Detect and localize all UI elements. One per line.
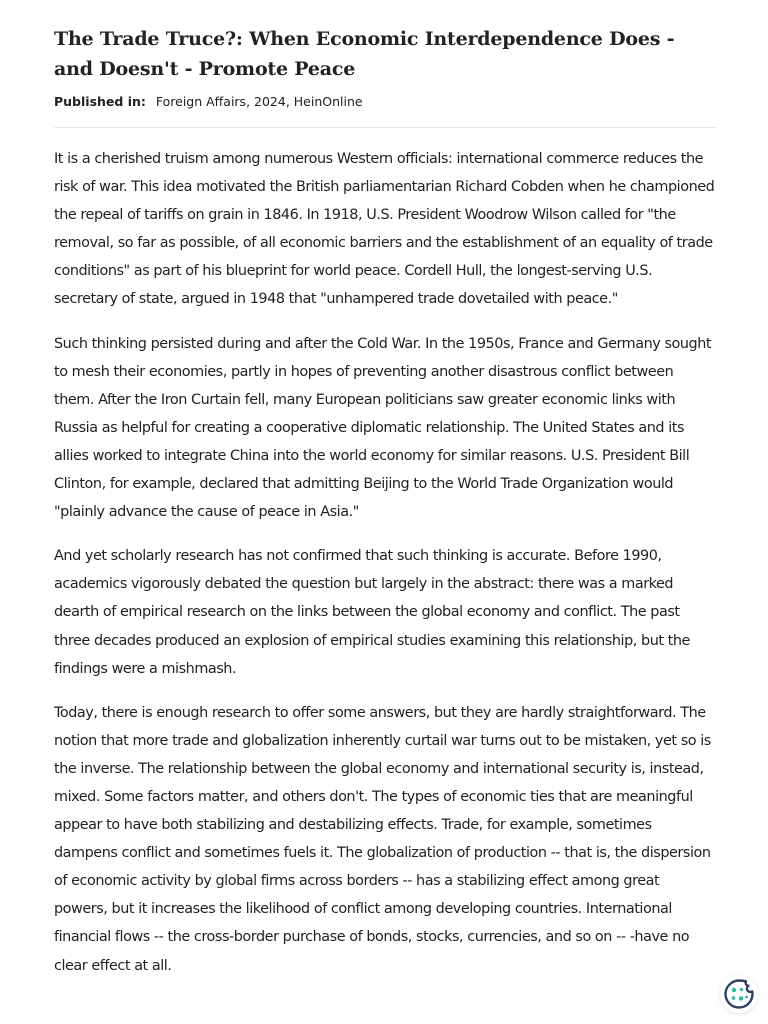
cookie-icon <box>722 977 756 1011</box>
published-label: Published in: <box>54 94 146 109</box>
cookie-settings-button[interactable] <box>720 975 758 1013</box>
paragraph: It is a cherished truism among numerous Western officials: international commerce reduces the risk of war. This idea motivated the British parliamentarian Richard Cobden when he championed the repeal of tariffs on grain in 1846. In 1918, U.S. President Woodrow Wilson called for "the removal, so far as possible, of all economic barriers and the establishment of an equality of trade conditions" as part of his blueprint for world peace. Cordell Hull, the longest-serving U.S. secretary of state, argued in 1948 that "unhampered trade dovetailed with peace." <box>54 151 715 308</box>
article-body <box>54 145 716 980</box>
published-info <box>54 92 716 112</box>
paragraph: Today, there is enough research to offer some answers, but they are hardly straightforward. The notion that more trade and globalization inherently curtail war turns out to be mistaken, yet so is the inverse. The relationship between the global economy and international security is, instead, mixed. Some factors matter, and others don't. The types of economic ties that are meaningful appear to have both stabilizing and destabilizing effects. Trade, for example, sometimes dampens conflict and sometimes fuels it. The globalization of production -- that is, the dispersion of economic activity by global firms across borders -- has a stabilizing effect among great powers, but it increases the likelihood of conflict among developing countries. International financial flows -- the cross-border purchase of bonds, stocks, currencies, and so on -- -have no clear effect at all. <box>54 704 711 974</box>
divider <box>54 127 716 128</box>
paragraph: Such thinking persisted during and after the Cold War. In the 1950s, France and Germany sought to mesh their economies, partly in hopes of preventing another disastrous conflict between them. After the Iron Curtain fell, many European politicians saw greater economic links with Russia as helpful for creating a cooperative diplomatic relationship. The United States and its allies worked to integrate China into the world economy for similar reasons. U.S. President Bill Clinton, for example, declared that admitting Beijing to the World Trade Organization would "plainly advance the cause of peace in Asia." <box>54 335 712 521</box>
article-title: The Trade Truce?: When Economic Interdependence Does - and Doesn't - Promote Peace <box>54 28 675 80</box>
article <box>54 24 716 996</box>
paragraph: And yet scholarly research has not confirmed that such thinking is accurate. Before 1990, academics vigorously debated the question but largely in the abstract: there was a marked dearth of empirical research on the links between the global economy and conflict. The past three decades produced an explosion of empirical studies examining this relationship, but the findings were a mishmash. <box>54 548 690 677</box>
published-value: Foreign Affairs, 2024, HeinOnline <box>155 94 363 109</box>
